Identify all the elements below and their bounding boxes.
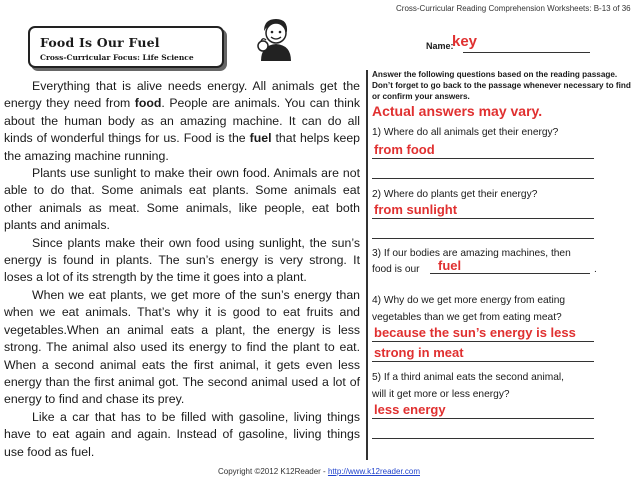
website-link[interactable]: http://www.k12reader.com: [327, 467, 420, 476]
answer-line[interactable]: [372, 178, 594, 179]
answer-1: from food: [374, 142, 435, 157]
answer-4-line-2: strong in meat: [374, 345, 464, 360]
copyright-text: Copyright ©2012 K12Reader -: [217, 467, 328, 476]
answer-line[interactable]: [372, 158, 594, 159]
answer-3: fuel: [438, 258, 462, 273]
answer-4: because the sun’s energy is less: [374, 325, 576, 340]
question-4-line-2: vegetables than we get from eating meat?: [372, 312, 562, 323]
passage-paragraph: Everything that is alive needs energy. All animals get the energy they need from food. People are animals. You can think about the human body as an amazing machine. It can do all kinds of wonderful things for us. Food is the fuel that helps keep the amazing machine running.: [4, 79, 360, 163]
question-3-period: .: [594, 264, 597, 275]
name-label: Name:: [426, 41, 454, 51]
footer: [0, 467, 638, 476]
worksheet-header-note: Cross-Curricular Reading Comprehension Worksheets: B-13 of 36: [396, 4, 631, 13]
answer-line[interactable]: [372, 238, 594, 239]
passage-paragraph: Since plants make their own food using sunlight, the sun’s energy is found in plants. The sun’s energy is very strong. It loses a lot of its strength by the time it goes into a plant.: [4, 235, 360, 285]
question-4: 4) Why do we get more energy from eating: [372, 295, 566, 306]
passage-paragraph: Plants use sunlight to make their own food. Animals are not able to do that. Some animals eat plants. Some animals eat other animals as meat. Some animals, like people, eat both plants and animals.: [4, 166, 360, 233]
question-3-line-2: food is our: [372, 264, 420, 275]
answer-line[interactable]: [372, 218, 594, 219]
column-divider: [366, 70, 368, 460]
answer-line[interactable]: [372, 361, 594, 362]
reading-passage: [4, 78, 360, 461]
passage-paragraph: When we eat plants, we get more of the sun’s energy than when we eat animals. That’s why it is good to eat fruits and vegetables.When an animal eats a plant, the energy is less strong. The animal also used its energy to find the plant to eat. When a second animal eats the first animal, it gets even less energy than the first animal got. The second animal used a lot of energy to find and chase its prey.: [4, 287, 360, 407]
answer-line[interactable]: [372, 418, 594, 419]
question-2: 2) Where do plants get their energy?: [372, 189, 538, 200]
actual-answers-note: Actual answers may vary.: [372, 103, 543, 119]
answer-5: less energy: [374, 402, 446, 417]
question-5-line-2: will it get more or less energy?: [372, 389, 510, 400]
keyword-fuel: fuel: [249, 131, 272, 146]
name-field-line[interactable]: [463, 52, 590, 53]
answer-line[interactable]: [372, 341, 594, 342]
answer-line[interactable]: [430, 273, 590, 274]
keyword-food: food: [134, 96, 162, 111]
passage-paragraph: Like a car that has to be filled with gasoline, living things have to eat again and again. Instead of gasoline, living things use food as fuel.: [4, 409, 360, 459]
instructions: Answer the following questions based on the reading passage. Don’t forget to go back to the passage whenever necessary to find or confirm your answers.: [372, 70, 631, 101]
answer-2: from sunlight: [374, 202, 458, 217]
question-3: 3) If our bodies are amazing machines, then: [372, 248, 571, 259]
worksheet-subtitle: Cross-Curricular Focus: Life Science: [40, 53, 194, 62]
worksheet-title: Food Is Our Fuel: [40, 35, 160, 50]
question-1: 1) Where do all animals get their energy?: [372, 127, 559, 138]
name-value: key: [452, 33, 478, 50]
student-mascot-icon: [255, 16, 295, 62]
title-box: [28, 26, 224, 68]
answer-line[interactable]: [372, 438, 594, 439]
question-5: 5) If a third animal eats the second animal,: [372, 372, 564, 383]
